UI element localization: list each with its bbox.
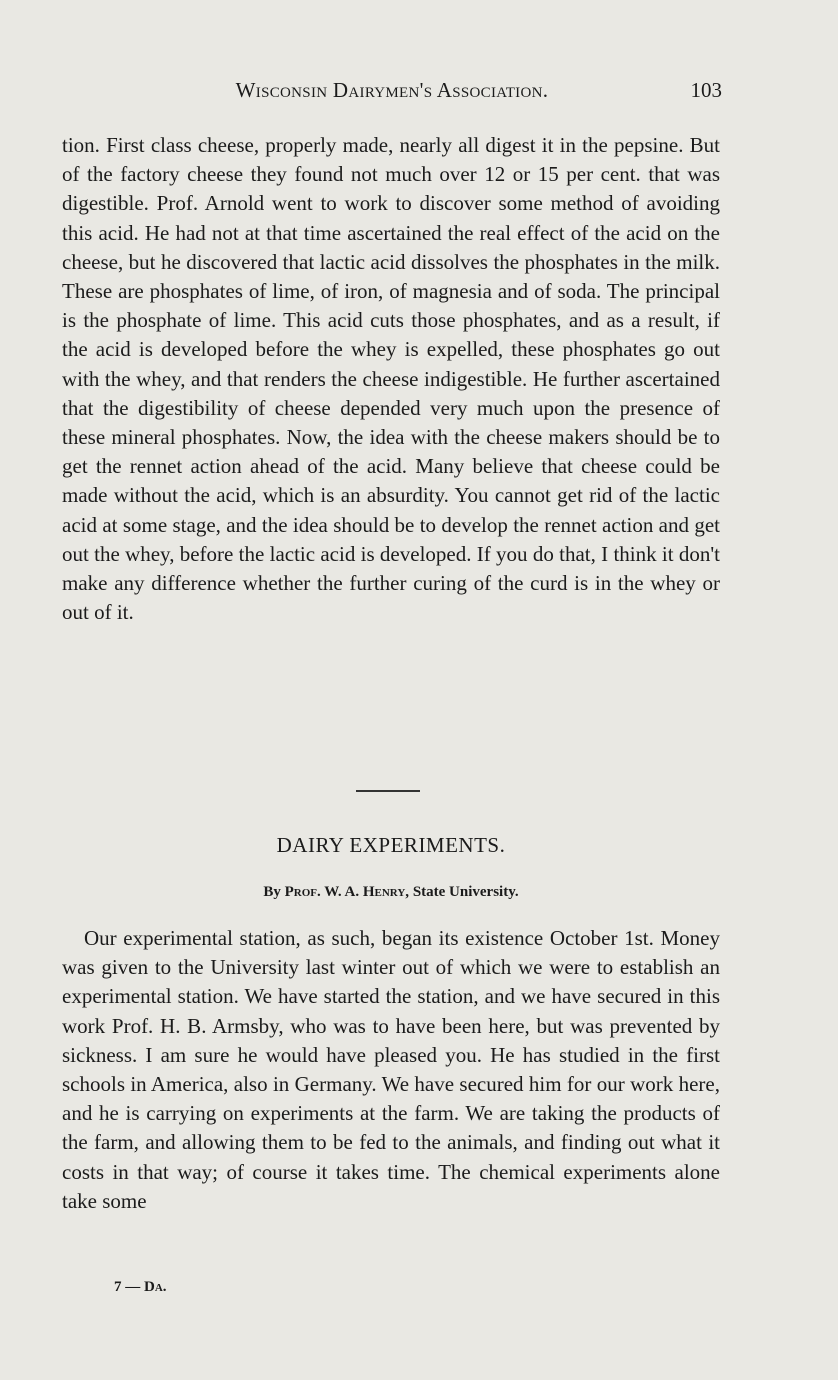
paragraph-continuation: tion. First class cheese, properly made, nearly all digest it in the pepsine. But of the factory cheese they found not much over 12 or 15 per cent. that was digestible. Prof. Arnold went to work to discover some method of avoiding this acid. He had not at that time ascertained the real effect of the acid on the cheese, but he discovered that lactic acid dissolves the phosphates in the milk. These are phosphates of lime, of iron, of magnesia and of soda. The principal is the phosphate of lime. This acid cuts those phosphates, and as a result, if the acid is developed before the whey is expelled, these phosphates go out with the whey, and that renders the cheese indigestible. He further ascertained that the digestibility of cheese depended very much upon the presence of these mineral phosphates. Now, the idea with the cheese makers should be to get the rennet action ahead of the acid. Many believe that cheese could be made without the acid, which is an absurdity. You cannot get rid of the lactic acid at some stage, and the idea should be to develop the rennet action and get out the whey, before the lactic acid is developed. If you do that, I think it don't make any difference whether the further curing of the curd is in the whey or out of it.	[62, 133, 720, 625]
byline-prefix: By	[263, 884, 281, 900]
running-title: Wisconsin Dairymen's Association.	[235, 78, 549, 102]
byline	[62, 884, 720, 901]
page-number: 103	[690, 78, 722, 102]
byline-affiliation: State University.	[412, 884, 519, 900]
paragraph-body: Our experimental station, as such, began its existence October 1st. Money was given to the University last winter out of which we were to establish an experimental station. We have started the station, and we have secured in this work Prof. H. B. Armsby, who was to have been here, but was prevented by sickness. I am sure he would have pleased you. He has studied in the first schools in America, also in Germany. We have secured him for our work here, and he is carrying on experiments at the farm. We are taking the products of the farm, and allowing them to be fed to the animals, and finding out what it costs in that way; of course it takes time. The chemical experiments alone take some	[62, 926, 720, 1213]
section-divider	[356, 790, 420, 792]
byline-author: Prof. W. A. Henry,	[284, 884, 410, 900]
signature-mark: 7 — Da.	[114, 1279, 167, 1295]
running-head	[62, 78, 722, 108]
section-title: DAIRY EXPERIMENTS.	[276, 833, 506, 857]
